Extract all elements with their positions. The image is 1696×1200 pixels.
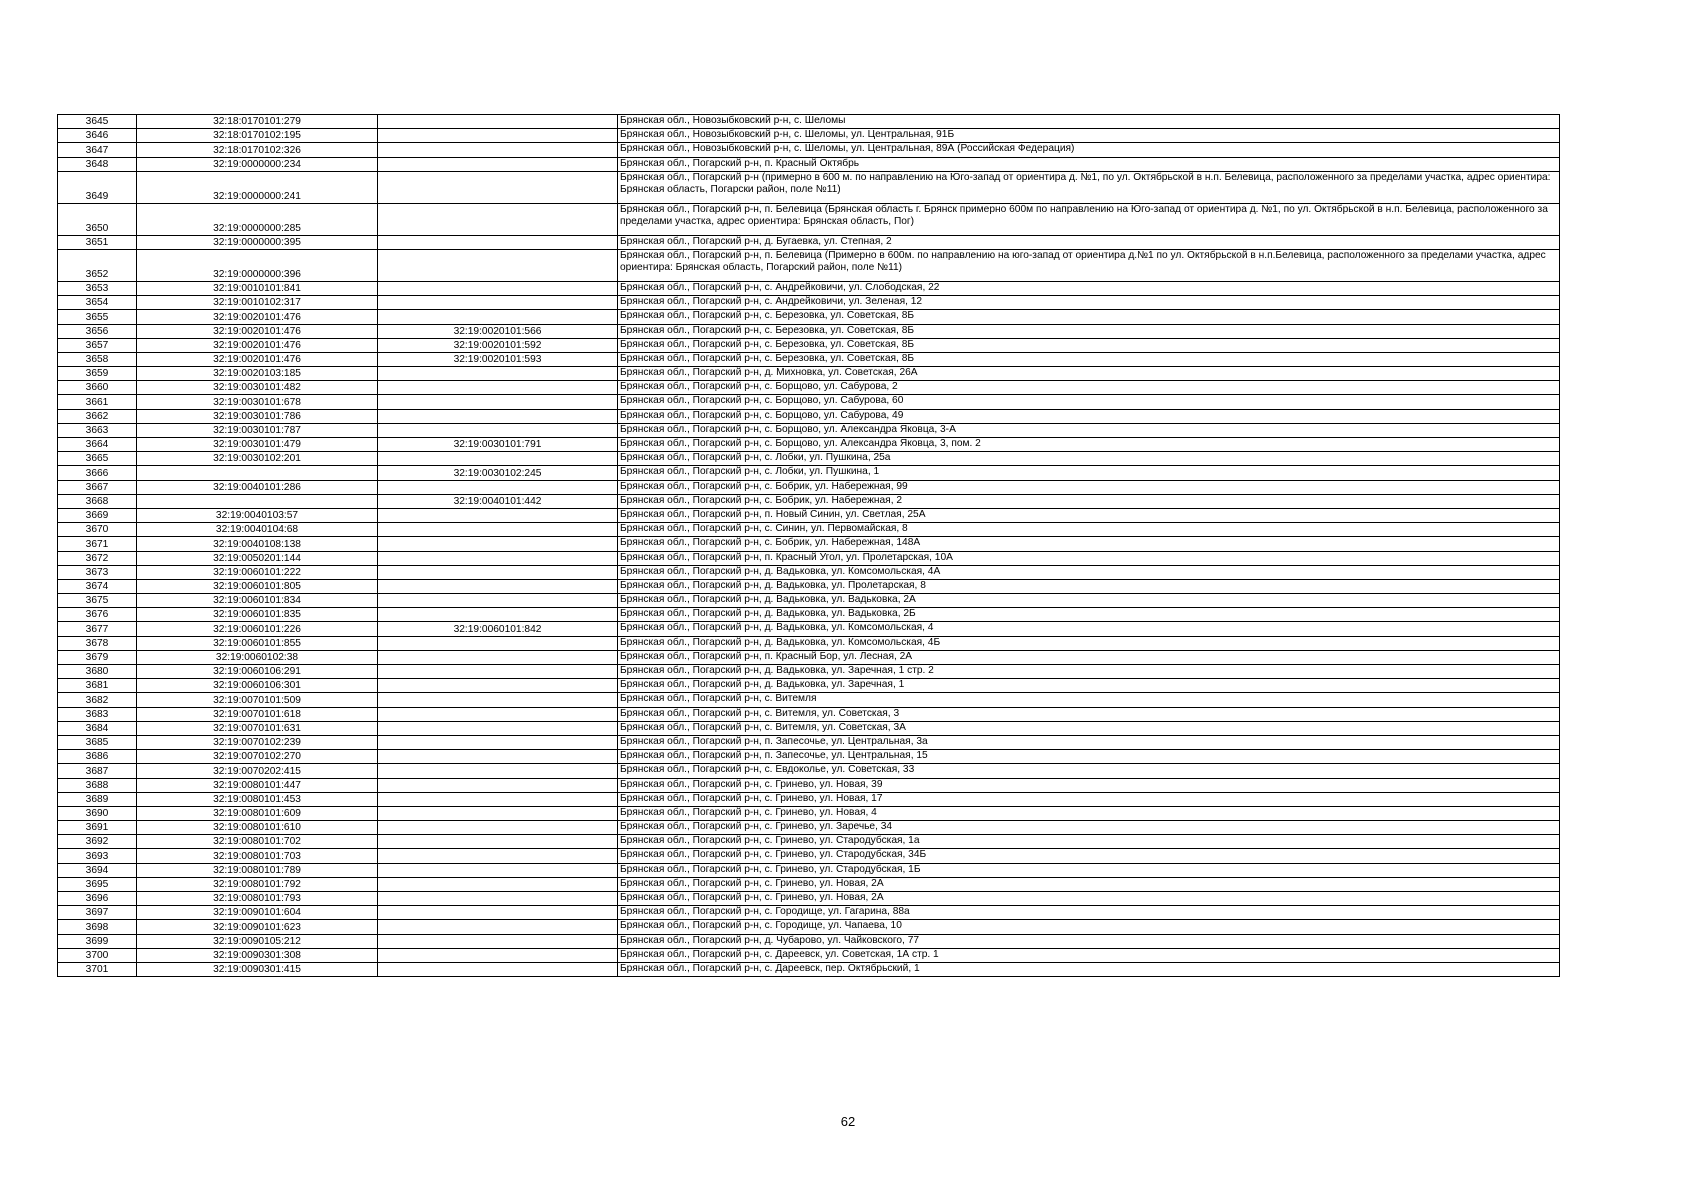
address-cell: Брянская обл., Погарский р-н, с. Березовка, ул. Советская, 8Б (618, 352, 1560, 366)
table-row (58, 679, 1560, 693)
address-cell: Брянская обл., Погарский р-н, п. Красный Угол, ул. Пролетарская, 10А (618, 551, 1560, 565)
row-number-cell: 3675 (58, 594, 137, 608)
cadastral-number-cell: 32:19:0070101:509 (137, 693, 378, 707)
table-row (58, 523, 1560, 537)
cadastral-number-cell: 32:19:0080101:453 (137, 792, 378, 806)
cadastral-number-cell: 32:19:0080101:793 (137, 892, 378, 906)
table-row (58, 203, 1560, 235)
linked-cadastral-number-cell (378, 608, 618, 622)
linked-cadastral-number-cell (378, 934, 618, 948)
table-row (58, 537, 1560, 551)
cadastral-number-cell: 32:19:0080101:609 (137, 806, 378, 820)
linked-cadastral-number-cell (378, 650, 618, 664)
table-row (58, 143, 1560, 157)
linked-cadastral-number-cell (378, 171, 618, 203)
address-cell: Брянская обл., Погарский р-н, с. Борщово, ул. Сабурова, 2 (618, 381, 1560, 395)
linked-cadastral-number-cell (378, 778, 618, 792)
address-cell: Брянская обл., Погарский р-н, с. Березовка, ул. Советская, 8Б (618, 338, 1560, 352)
address-cell: Брянская обл., Погарский р-н, п. Красный Бор, ул. Лесная, 2А (618, 650, 1560, 664)
address-cell: Брянская обл., Погарский р-н, п. Новый Синин, ул. Светлая, 25А (618, 508, 1560, 522)
address-cell: Брянская обл., Погарский р-н, д. Вадьковка, ул. Комсомольская, 4Б (618, 636, 1560, 650)
cadastral-number-cell: 32:19:0020101:476 (137, 310, 378, 324)
table-row (58, 171, 1560, 203)
address-cell: Брянская обл., Погарский р-н, с. Гринево, ул. Стародубская, 1а (618, 835, 1560, 849)
table-row (58, 849, 1560, 863)
cadastral-number-cell: 32:19:0080101:610 (137, 821, 378, 835)
cadastral-number-cell: 32:19:0080101:703 (137, 849, 378, 863)
address-cell: Брянская обл., Погарский р-н, с. Гринево, ул. Новая, 17 (618, 792, 1560, 806)
row-number-cell: 3671 (58, 537, 137, 551)
linked-cadastral-number-cell (378, 679, 618, 693)
linked-cadastral-number-cell (378, 480, 618, 494)
cadastral-number-cell: 32:19:0020103:185 (137, 367, 378, 381)
row-number-cell: 3677 (58, 622, 137, 636)
cadastral-number-cell: 32:19:0010102:317 (137, 296, 378, 310)
linked-cadastral-number-cell: 32:19:0030102:245 (378, 466, 618, 480)
address-cell: Брянская обл., Погарский р-н, с. Гринево, ул. Новая, 2А (618, 892, 1560, 906)
address-cell: Брянская обл., Погарский р-н, с. Синин, ул. Первомайская, 8 (618, 523, 1560, 537)
address-cell: Брянская обл., Погарский р-н, д. Вадьковка, ул. Вадьковка, 2Б (618, 608, 1560, 622)
table-row (58, 608, 1560, 622)
row-number-cell: 3689 (58, 792, 137, 806)
cadastral-number-cell: 32:19:0060101:855 (137, 636, 378, 650)
cadastral-number-cell: 32:18:0170102:195 (137, 129, 378, 143)
address-cell: Брянская обл., Погарский р-н, с. Лобки, ул. Пушкина, 1 (618, 466, 1560, 480)
table-row (58, 395, 1560, 409)
address-cell: Брянская обл., Погарский р-н, с. Дареевск, пер. Октябрьский, 1 (618, 962, 1560, 976)
table-row (58, 934, 1560, 948)
table-row (58, 480, 1560, 494)
address-cell: Брянская обл., Погарский р-н, д. Чубарово, ул. Чайковского, 77 (618, 934, 1560, 948)
row-number-cell: 3692 (58, 835, 137, 849)
address-cell: Брянская обл., Погарский р-н, с. Гринево, ул. Стародубская, 1Б (618, 863, 1560, 877)
address-cell: Брянская обл., Погарский р-н, с. Борщово, ул. Сабурова, 49 (618, 409, 1560, 423)
cadastral-number-cell: 32:19:0040108:138 (137, 537, 378, 551)
address-cell: Брянская обл., Погарский р-н, д. Вадьковка, ул. Пролетарская, 8 (618, 579, 1560, 593)
row-number-cell: 3676 (58, 608, 137, 622)
address-cell: Брянская обл., Погарский р-н, с. Борщово, ул. Сабурова, 60 (618, 395, 1560, 409)
address-cell: Брянская обл., Погарский р-н, д. Вадьковка, ул. Заречная, 1 стр. 2 (618, 665, 1560, 679)
row-number-cell: 3687 (58, 764, 137, 778)
linked-cadastral-number-cell (378, 115, 618, 129)
linked-cadastral-number-cell (378, 906, 618, 920)
table-row (58, 764, 1560, 778)
table-row (58, 665, 1560, 679)
row-number-cell: 3691 (58, 821, 137, 835)
cadastral-number-cell: 32:19:0060101:835 (137, 608, 378, 622)
address-cell: Брянская обл., Погарский р-н, с. Городище, ул. Чапаева, 10 (618, 920, 1560, 934)
linked-cadastral-number-cell (378, 636, 618, 650)
table-row (58, 310, 1560, 324)
cadastral-number-cell: 32:19:0060101:222 (137, 565, 378, 579)
linked-cadastral-number-cell: 32:19:0060101:842 (378, 622, 618, 636)
linked-cadastral-number-cell (378, 203, 618, 235)
table-row (58, 452, 1560, 466)
cadastral-number-cell: 32:19:0090101:623 (137, 920, 378, 934)
table-row (58, 778, 1560, 792)
row-number-cell: 3664 (58, 438, 137, 452)
table-row (58, 508, 1560, 522)
cadastral-number-cell: 32:19:0080101:789 (137, 863, 378, 877)
address-cell: Брянская обл., Новозыбковский р-н, с. Шеломы, ул. Центральная, 89А (Российская Федерация) (618, 143, 1560, 157)
row-number-cell: 3698 (58, 920, 137, 934)
linked-cadastral-number-cell (378, 129, 618, 143)
linked-cadastral-number-cell (378, 750, 618, 764)
cadastral-number-cell: 32:19:0030101:482 (137, 381, 378, 395)
row-number-cell: 3650 (58, 203, 137, 235)
cadastral-number-cell: 32:19:0000000:241 (137, 171, 378, 203)
linked-cadastral-number-cell (378, 310, 618, 324)
row-number-cell: 3682 (58, 693, 137, 707)
row-number-cell: 3693 (58, 849, 137, 863)
table-row (58, 863, 1560, 877)
table-row (58, 551, 1560, 565)
address-cell: Брянская обл., Погарский р-н, с. Бобрик, ул. Набережная, 99 (618, 480, 1560, 494)
cadastral-number-cell: 32:19:0060101:805 (137, 579, 378, 593)
linked-cadastral-number-cell (378, 962, 618, 976)
linked-cadastral-number-cell (378, 235, 618, 249)
cadastral-number-cell: 32:18:0170102:326 (137, 143, 378, 157)
address-cell: Брянская обл., Погарский р-н, п. Красный Октябрь (618, 157, 1560, 171)
cadastral-number-cell: 32:19:0030102:201 (137, 452, 378, 466)
linked-cadastral-number-cell (378, 551, 618, 565)
linked-cadastral-number-cell (378, 665, 618, 679)
table-row (58, 157, 1560, 171)
row-number-cell: 3673 (58, 565, 137, 579)
linked-cadastral-number-cell: 32:19:0030101:791 (378, 438, 618, 452)
address-cell: Брянская обл., Погарский р-н, д. Вадьковка, ул. Комсомольская, 4 (618, 622, 1560, 636)
address-cell: Брянская обл., Погарский р-н, д. Вадьковка, ул. Вадьковка, 2А (618, 594, 1560, 608)
linked-cadastral-number-cell (378, 806, 618, 820)
linked-cadastral-number-cell (378, 249, 618, 281)
cadastral-number-cell: 32:19:0030101:678 (137, 395, 378, 409)
linked-cadastral-number-cell (378, 735, 618, 749)
linked-cadastral-number-cell (378, 594, 618, 608)
cadastral-number-cell: 32:19:0070202:415 (137, 764, 378, 778)
table-row (58, 115, 1560, 129)
address-cell: Брянская обл., Погарский р-н (примерно в 600 м. по направлению на Юго-запад от ориентира д. №1, по ул. Октябрьской в н.п. Белевица, расположенного за пределами участка, адрес ориентира: Брянская область, Погарски район, поле №11) (618, 171, 1560, 203)
address-cell: Брянская обл., Погарский р-н, с. Андрейковичи, ул. Слободская, 22 (618, 281, 1560, 295)
row-number-cell: 3653 (58, 281, 137, 295)
cadastral-number-cell: 32:19:0040104:68 (137, 523, 378, 537)
address-cell: Брянская обл., Погарский р-н, д. Бугаевка, ул. Степная, 2 (618, 235, 1560, 249)
address-cell: Брянская обл., Новозыбковский р-н, с. Шеломы (618, 115, 1560, 129)
table-row (58, 494, 1560, 508)
table-row (58, 735, 1560, 749)
cadastral-number-cell: 32:19:0000000:285 (137, 203, 378, 235)
address-cell: Брянская обл., Погарский р-н, п. Белевица (Примерно в 600м. по направлению на юго-запад от ориентира д.№1 по ул. Октябрьской в н.п.Белевица, расположенного за пределами участка, адрес ориентира: Брянская область, Погарский район, поле №11) (618, 249, 1560, 281)
linked-cadastral-number-cell (378, 565, 618, 579)
cadastral-number-cell: 32:19:0010101:841 (137, 281, 378, 295)
cadastral-number-cell: 32:19:0090101:604 (137, 906, 378, 920)
table-row (58, 235, 1560, 249)
address-cell: Брянская обл., Погарский р-н, п. Белевица (Брянская область г. Брянск примерно 600м по направлению на Юго-запад от ориентира д. №1, по ул. Октябрьской в н.п. Белевица, расположенного за пределами участка, адрес ориентира: Брянская область, Пог) (618, 203, 1560, 235)
address-cell: Брянская обл., Погарский р-н, с. Евдоколье, ул. Советская, 33 (618, 764, 1560, 778)
linked-cadastral-number-cell: 32:19:0020101:593 (378, 352, 618, 366)
row-number-cell: 3648 (58, 157, 137, 171)
row-number-cell: 3645 (58, 115, 137, 129)
cadastral-number-cell: 32:19:0070102:239 (137, 735, 378, 749)
row-number-cell: 3661 (58, 395, 137, 409)
row-number-cell: 3699 (58, 934, 137, 948)
table-row (58, 438, 1560, 452)
linked-cadastral-number-cell: 32:19:0020101:592 (378, 338, 618, 352)
table-row (58, 650, 1560, 664)
table-row (58, 750, 1560, 764)
row-number-cell: 3659 (58, 367, 137, 381)
linked-cadastral-number-cell (378, 281, 618, 295)
cadastral-number-cell: 32:19:0080101:702 (137, 835, 378, 849)
linked-cadastral-number-cell (378, 863, 618, 877)
cadastral-number-cell: 32:18:0170101:279 (137, 115, 378, 129)
table-row (58, 352, 1560, 366)
table-row (58, 962, 1560, 976)
cadastral-number-cell: 32:19:0060101:226 (137, 622, 378, 636)
row-number-cell: 3663 (58, 423, 137, 437)
table-row (58, 948, 1560, 962)
row-number-cell: 3647 (58, 143, 137, 157)
page-number: 62 (840, 1114, 856, 1129)
table-row (58, 296, 1560, 310)
linked-cadastral-number-cell (378, 395, 618, 409)
row-number-cell: 3668 (58, 494, 137, 508)
cadastral-number-cell: 32:19:0090105:212 (137, 934, 378, 948)
row-number-cell: 3679 (58, 650, 137, 664)
row-number-cell: 3678 (58, 636, 137, 650)
address-cell: Брянская обл., Погарский р-н, с. Гринево, ул. Стародубская, 34Б (618, 849, 1560, 863)
table-row (58, 721, 1560, 735)
row-number-cell: 3654 (58, 296, 137, 310)
row-number-cell: 3681 (58, 679, 137, 693)
address-cell: Брянская обл., Погарский р-н, с. Городище, ул. Гагарина, 88а (618, 906, 1560, 920)
linked-cadastral-number-cell (378, 707, 618, 721)
address-cell: Брянская обл., Погарский р-н, с. Бобрик, ул. Набережная, 148А (618, 537, 1560, 551)
row-number-cell: 3697 (58, 906, 137, 920)
linked-cadastral-number-cell (378, 892, 618, 906)
address-cell: Брянская обл., Погарский р-н, с. Березовка, ул. Советская, 8Б (618, 324, 1560, 338)
address-cell: Брянская обл., Погарский р-н, с. Бобрик, ул. Набережная, 2 (618, 494, 1560, 508)
cadastral-number-cell: 32:19:0090301:415 (137, 962, 378, 976)
table-row (58, 636, 1560, 650)
row-number-cell: 3700 (58, 948, 137, 962)
linked-cadastral-number-cell (378, 296, 618, 310)
table-row (58, 693, 1560, 707)
table-row (58, 906, 1560, 920)
address-cell: Брянская обл., Погарский р-н, с. Лобки, ул. Пушкина, 25а (618, 452, 1560, 466)
table-row (58, 877, 1560, 891)
linked-cadastral-number-cell (378, 849, 618, 863)
row-number-cell: 3665 (58, 452, 137, 466)
table-row (58, 338, 1560, 352)
address-cell: Брянская обл., Погарский р-н, д. Вадьковка, ул. Комсомольская, 4А (618, 565, 1560, 579)
cadastral-number-cell: 32:19:0020101:476 (137, 352, 378, 366)
table-row (58, 381, 1560, 395)
table-row (58, 892, 1560, 906)
cadastral-number-cell: 32:19:0060101:834 (137, 594, 378, 608)
cadastral-number-cell: 32:19:0040103:57 (137, 508, 378, 522)
row-number-cell: 3685 (58, 735, 137, 749)
linked-cadastral-number-cell (378, 821, 618, 835)
cadastral-number-cell: 32:19:0080101:447 (137, 778, 378, 792)
address-cell: Брянская обл., Погарский р-н, с. Борщово, ул. Александра Яковца, 3, пом. 2 (618, 438, 1560, 452)
row-number-cell: 3669 (58, 508, 137, 522)
cadastral-number-cell: 32:19:0060102:38 (137, 650, 378, 664)
row-number-cell: 3666 (58, 466, 137, 480)
linked-cadastral-number-cell (378, 920, 618, 934)
linked-cadastral-number-cell (378, 508, 618, 522)
row-number-cell: 3688 (58, 778, 137, 792)
linked-cadastral-number-cell (378, 452, 618, 466)
cadastral-number-cell: 32:19:0030101:786 (137, 409, 378, 423)
row-number-cell: 3662 (58, 409, 137, 423)
table-row (58, 806, 1560, 820)
linked-cadastral-number-cell (378, 835, 618, 849)
table-row (58, 324, 1560, 338)
row-number-cell: 3683 (58, 707, 137, 721)
row-number-cell: 3652 (58, 249, 137, 281)
row-number-cell: 3656 (58, 324, 137, 338)
cadastral-number-cell: 32:19:0020101:476 (137, 324, 378, 338)
row-number-cell: 3694 (58, 863, 137, 877)
address-cell: Брянская обл., Погарский р-н, с. Витемля, ул. Советская, 3 (618, 707, 1560, 721)
linked-cadastral-number-cell (378, 721, 618, 735)
linked-cadastral-number-cell (378, 523, 618, 537)
row-number-cell: 3680 (58, 665, 137, 679)
row-number-cell: 3660 (58, 381, 137, 395)
table-row (58, 792, 1560, 806)
linked-cadastral-number-cell (378, 537, 618, 551)
table-row (58, 249, 1560, 281)
address-cell: Брянская обл., Погарский р-н, д. Вадьковка, ул. Заречная, 1 (618, 679, 1560, 693)
linked-cadastral-number-cell: 32:19:0020101:566 (378, 324, 618, 338)
table-row (58, 579, 1560, 593)
linked-cadastral-number-cell (378, 948, 618, 962)
cadastral-number-cell: 32:19:0060106:301 (137, 679, 378, 693)
table-row (58, 281, 1560, 295)
row-number-cell: 3646 (58, 129, 137, 143)
address-cell: Брянская обл., Погарский р-н, п. Запесочье, ул. Центральная, 15 (618, 750, 1560, 764)
linked-cadastral-number-cell (378, 877, 618, 891)
row-number-cell: 3651 (58, 235, 137, 249)
linked-cadastral-number-cell (378, 693, 618, 707)
table-row (58, 423, 1560, 437)
cadastral-number-cell: 32:19:0000000:234 (137, 157, 378, 171)
table-row (58, 565, 1560, 579)
table-row (58, 594, 1560, 608)
property-table (57, 114, 1560, 977)
cadastral-number-cell: 32:19:0050201:144 (137, 551, 378, 565)
address-cell: Брянская обл., Новозыбковский р-н, с. Шеломы, ул. Центральная, 91Б (618, 129, 1560, 143)
cadastral-number-cell: 32:19:0000000:395 (137, 235, 378, 249)
cadastral-number-cell: 32:19:0060106:291 (137, 665, 378, 679)
linked-cadastral-number-cell (378, 579, 618, 593)
row-number-cell: 3696 (58, 892, 137, 906)
cadastral-number-cell: 32:19:0000000:396 (137, 249, 378, 281)
cadastral-number-cell: 32:19:0030101:787 (137, 423, 378, 437)
address-cell: Брянская обл., Погарский р-н, д. Михновка, ул. Советская, 26А (618, 367, 1560, 381)
linked-cadastral-number-cell (378, 143, 618, 157)
linked-cadastral-number-cell (378, 764, 618, 778)
row-number-cell: 3657 (58, 338, 137, 352)
cadastral-number-cell: 32:19:0080101:792 (137, 877, 378, 891)
linked-cadastral-number-cell (378, 381, 618, 395)
row-number-cell: 3670 (58, 523, 137, 537)
cadastral-number-cell: 32:19:0070102:270 (137, 750, 378, 764)
cadastral-number-cell: 32:19:0070101:618 (137, 707, 378, 721)
row-number-cell: 3667 (58, 480, 137, 494)
table-row (58, 835, 1560, 849)
row-number-cell: 3690 (58, 806, 137, 820)
row-number-cell: 3695 (58, 877, 137, 891)
cadastral-number-cell: 32:19:0020101:476 (137, 338, 378, 352)
table-row (58, 466, 1560, 480)
address-cell: Брянская обл., Погарский р-н, с. Гринево, ул. Новая, 39 (618, 778, 1560, 792)
table-row (58, 821, 1560, 835)
row-number-cell: 3674 (58, 579, 137, 593)
cadastral-number-cell: 32:19:0040101:286 (137, 480, 378, 494)
table-row (58, 707, 1560, 721)
address-cell: Брянская обл., Погарский р-н, с. Витемля, ул. Советская, 3А (618, 721, 1560, 735)
row-number-cell: 3649 (58, 171, 137, 203)
address-cell: Брянская обл., Погарский р-н, с. Витемля (618, 693, 1560, 707)
table-row (58, 622, 1560, 636)
linked-cadastral-number-cell: 32:19:0040101:442 (378, 494, 618, 508)
row-number-cell: 3658 (58, 352, 137, 366)
cadastral-number-cell: 32:19:0090301:308 (137, 948, 378, 962)
linked-cadastral-number-cell (378, 423, 618, 437)
linked-cadastral-number-cell (378, 367, 618, 381)
table-row (58, 920, 1560, 934)
cadastral-number-cell (137, 494, 378, 508)
linked-cadastral-number-cell (378, 157, 618, 171)
linked-cadastral-number-cell (378, 792, 618, 806)
property-table-body (58, 115, 1560, 977)
cadastral-number-cell (137, 466, 378, 480)
linked-cadastral-number-cell (378, 409, 618, 423)
table-row (58, 129, 1560, 143)
address-cell: Брянская обл., Погарский р-н, с. Гринево, ул. Новая, 2А (618, 877, 1560, 891)
row-number-cell: 3655 (58, 310, 137, 324)
row-number-cell: 3686 (58, 750, 137, 764)
table-row (58, 409, 1560, 423)
row-number-cell: 3701 (58, 962, 137, 976)
address-cell: Брянская обл., Погарский р-н, с. Березовка, ул. Советская, 8Б (618, 310, 1560, 324)
address-cell: Брянская обл., Погарский р-н, с. Гринево, ул. Заречье, 34 (618, 821, 1560, 835)
cadastral-number-cell: 32:19:0030101:479 (137, 438, 378, 452)
table-row (58, 367, 1560, 381)
address-cell: Брянская обл., Погарский р-н, с. Гринево, ул. Новая, 4 (618, 806, 1560, 820)
address-cell: Брянская обл., Погарский р-н, с. Борщово, ул. Александра Яковца, 3-А (618, 423, 1560, 437)
cadastral-number-cell: 32:19:0070101:631 (137, 721, 378, 735)
row-number-cell: 3684 (58, 721, 137, 735)
address-cell: Брянская обл., Погарский р-н, п. Запесочье, ул. Центральная, 3а (618, 735, 1560, 749)
address-cell: Брянская обл., Погарский р-н, с. Андрейковичи, ул. Зеленая, 12 (618, 296, 1560, 310)
row-number-cell: 3672 (58, 551, 137, 565)
address-cell: Брянская обл., Погарский р-н, с. Дареевск, ул. Советская, 1А стр. 1 (618, 948, 1560, 962)
